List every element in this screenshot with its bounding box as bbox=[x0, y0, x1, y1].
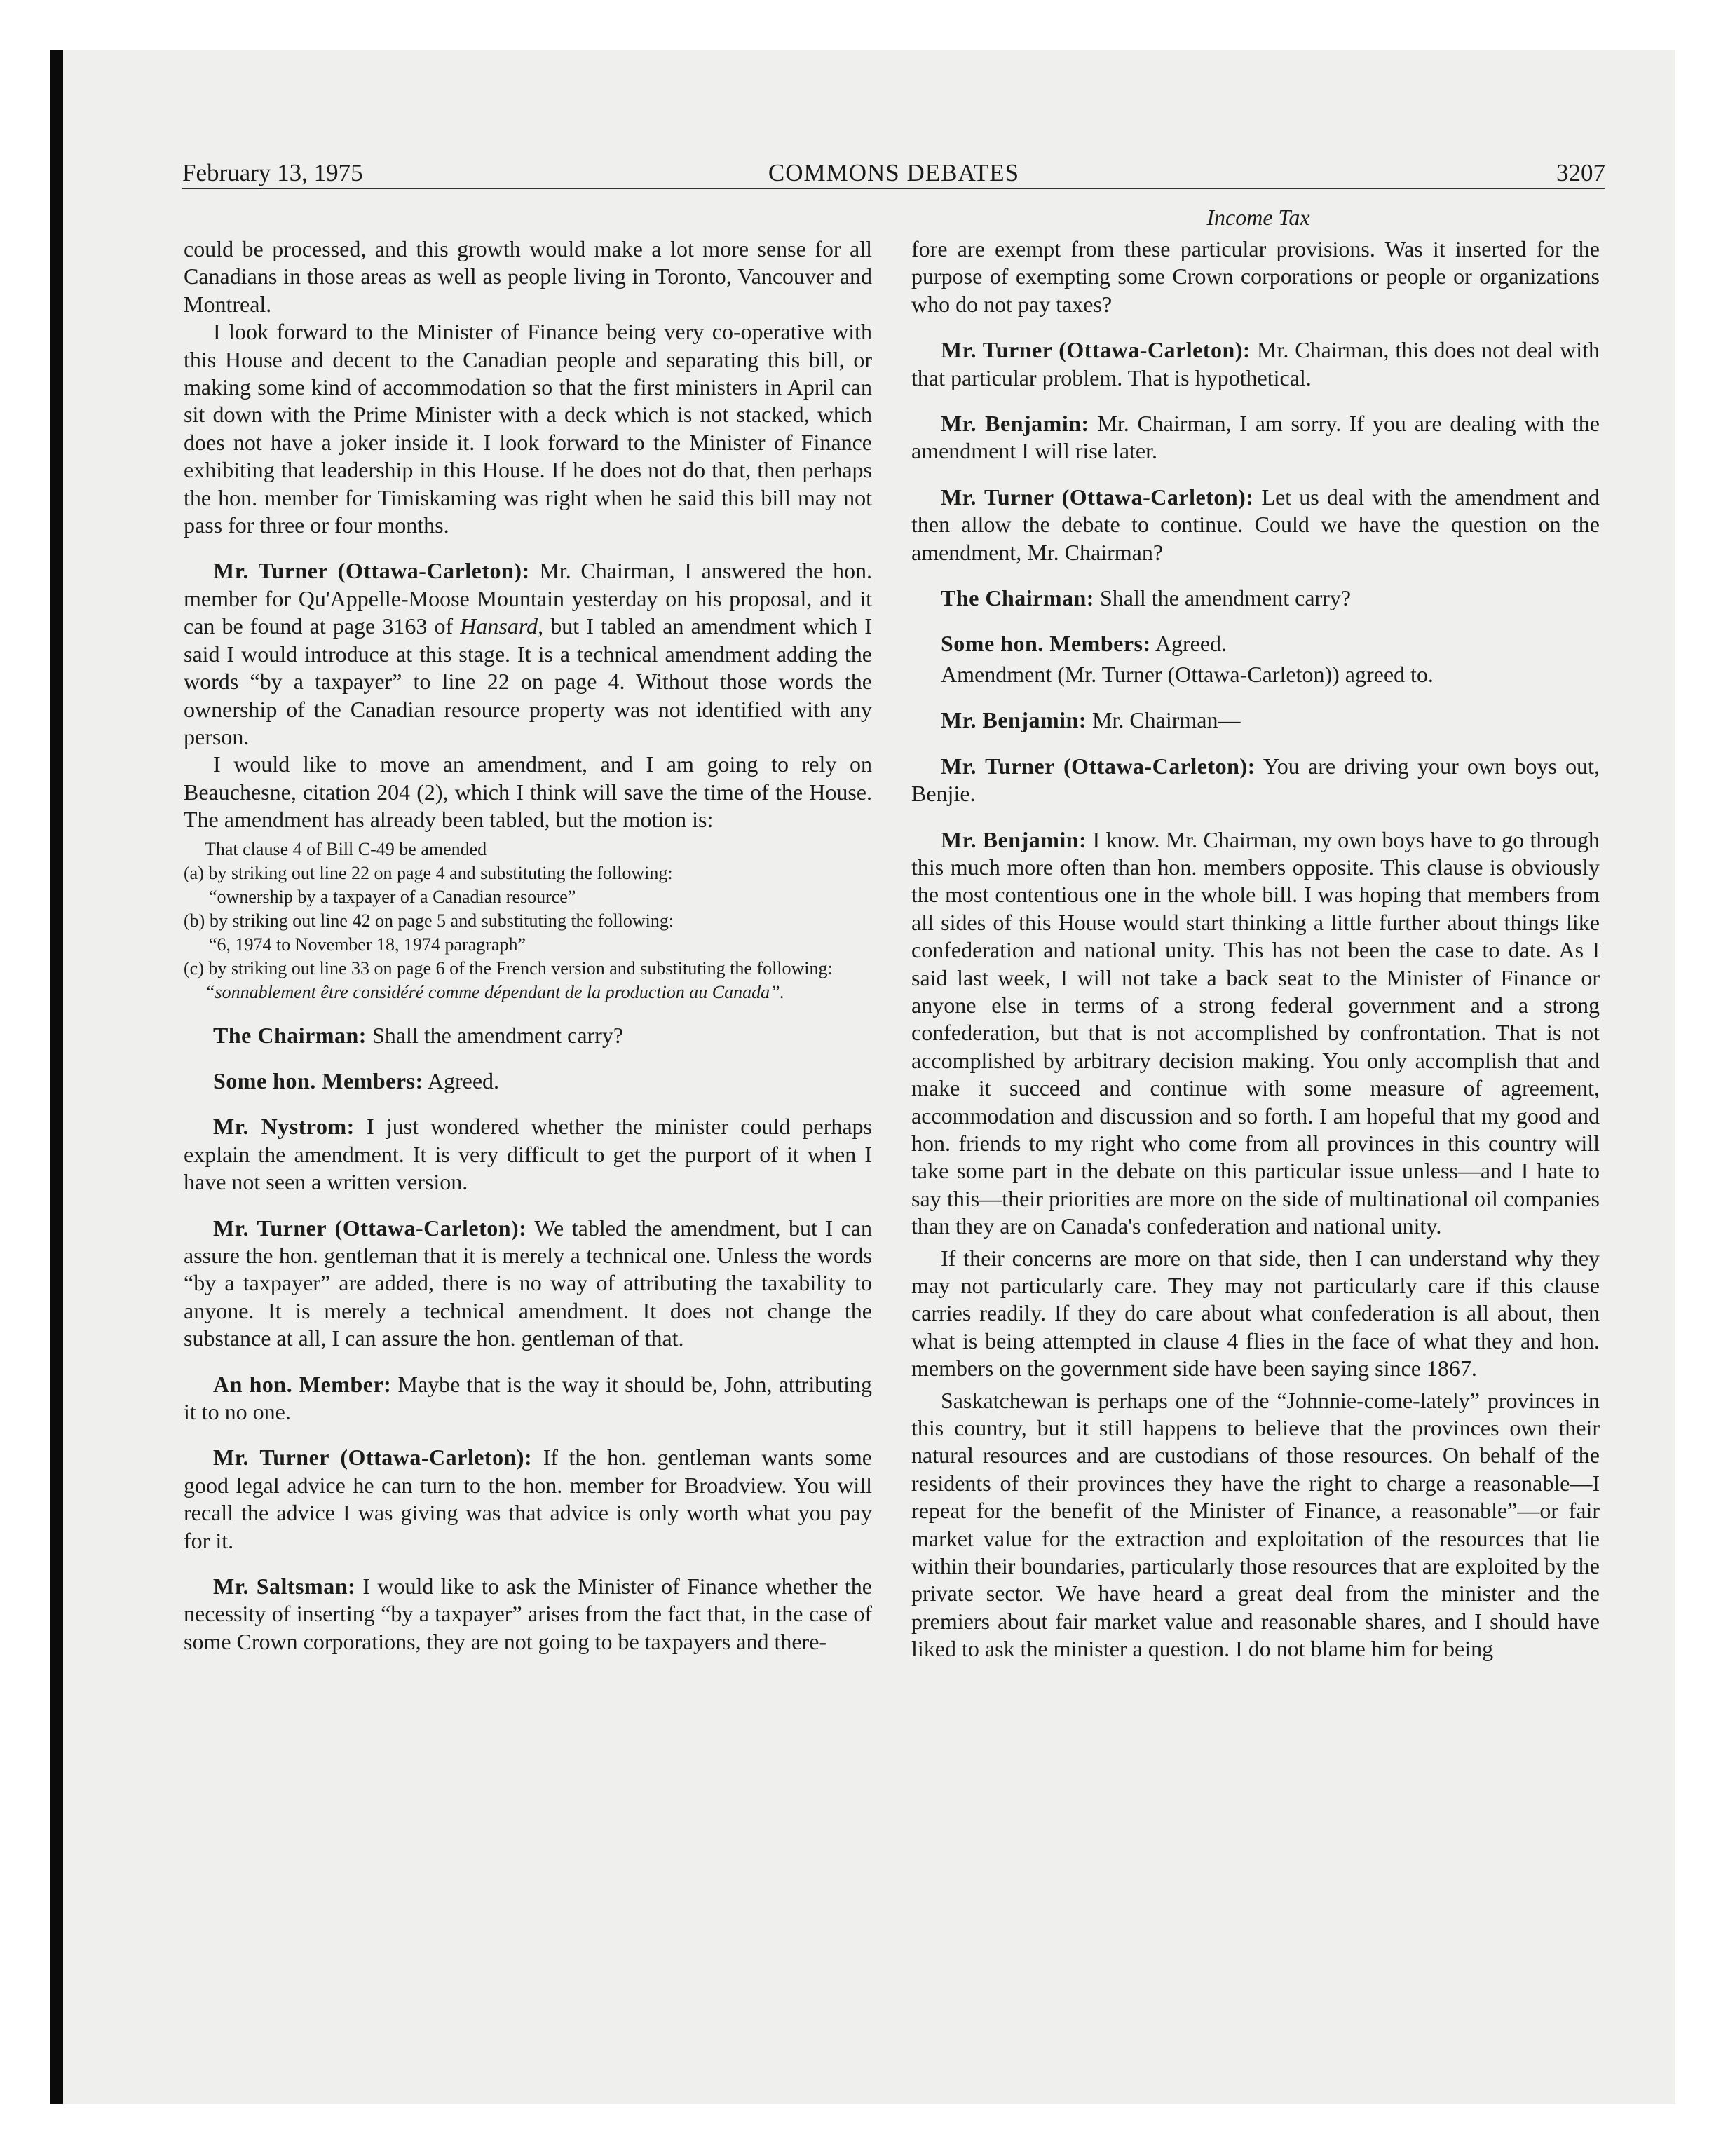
speech-members bbox=[911, 630, 1600, 657]
header-page-number: 3207 bbox=[1556, 159, 1605, 186]
speech-text-italic: Hansard bbox=[460, 613, 538, 639]
speech-text: Mr. Chairman, this does not deal with that particular problem. That is hypothetical. bbox=[911, 337, 1600, 390]
motion-item-c: (c) by striking out line 33 on page 6 of the French version and substituting the following: bbox=[184, 957, 833, 978]
speaker-name: Mr. Turner (Ottawa-Carleton): bbox=[213, 1445, 533, 1471]
motion-quote-b: “6, 1974 to November 18, 1974 paragraph” bbox=[209, 934, 526, 955]
speech-hon-member bbox=[184, 1371, 872, 1426]
motion-item-a: (a) by striking out line 22 on page 4 and substituting the following: bbox=[184, 862, 673, 883]
speech-text: Mr. Chairman— bbox=[1086, 707, 1241, 733]
speaker-name: An hon. Member: bbox=[213, 1371, 392, 1397]
speaker-name: Mr. Benjamin: bbox=[941, 707, 1087, 733]
speech-text: , but I tabled an amendment which I said I would introduce at this stage. It is a technical amendment adding the words “by a taxpayer” to line 22 on page 4. Without those words the ownership of the Canadian resource property was not identified with any person. bbox=[184, 613, 873, 749]
paragraph: fore are exempt from these particular provisions. Was it inserted for the purpose of exempting some Crown corporations or people or organizations who do not pay taxes? bbox=[911, 236, 1600, 317]
speech-turner bbox=[911, 484, 1600, 566]
speaker-name: Mr. Turner (Ottawa-Carleton): bbox=[941, 337, 1251, 363]
right-column bbox=[911, 236, 1600, 1663]
speaker-name: Mr. Turner (Ottawa-Carleton): bbox=[941, 753, 1256, 779]
speaker-name: Mr. Turner (Ottawa-Carleton): bbox=[213, 1215, 527, 1241]
speech-text: I just wondered whether the minister could perhaps explain the amendment. It is very difficult to get the purport of it when I have not seen a written version. bbox=[184, 1114, 873, 1195]
speaker-name: The Chairman: bbox=[941, 585, 1094, 611]
speech-turner bbox=[184, 557, 872, 751]
speech-chairman bbox=[184, 1022, 872, 1049]
header-date: February 13, 1975 bbox=[182, 159, 363, 186]
speech-text: Let us deal with the amendment and then allow the debate to continue. Could we have the question on the amendment, Mr. Chairman? bbox=[911, 484, 1600, 565]
speaker-name: Mr. Turner (Ottawa-Carleton): bbox=[213, 558, 530, 584]
speech-text: Mr. Chairman, I answered the hon. member for Qu'Appelle-Moose Mountain yesterday on his proposal, and it can be found at page 3163 of bbox=[184, 558, 873, 639]
speech-text: You are driving your own boys out, Benjie. bbox=[911, 753, 1600, 807]
speech-turner bbox=[184, 1215, 872, 1353]
motion-quote-c: “sonnablement être considéré comme dépendant de la production au Canada”. bbox=[205, 981, 785, 1002]
header-rule bbox=[182, 188, 1605, 189]
speech-text: Shall the amendment carry? bbox=[1094, 585, 1352, 611]
running-head: Income Tax bbox=[1206, 205, 1310, 230]
paragraph: could be processed, and this growth would make a lot more sense for all Canadians in those areas as well as people living in Toronto, Vancouver and Montreal. bbox=[184, 236, 872, 317]
header-journal-title: COMMONS DEBATES bbox=[768, 159, 1020, 186]
speech-turner bbox=[911, 753, 1600, 808]
speech-text: I know. Mr. Chairman, my own boys have to go through this much more often than hon. members opposite. This clause is obviously the most contentious one in the whole bill. I was hoping that members from all sides of this House would start thinking a little further about things like confederation and national unity. This has not been the case to date. As I said last week, I will not take a back seat to the Minister of Finance or anyone else in terms of a strong federal government and a strong confederation, but that is not accomplished by confrontation. That is not accomplished by arbitrary decision making. You only accomplish that and make it succeed and continue with some measure of agreement, accommodation and discussion and so forth. I am hopeful that my good and hon. friends to my right who come from all provinces in this country will take some part in the debate on this particular issue unless—and I hate to say this—their priorities are more on the side of multinational oil companies than they are on Canada's confederation and national unity. bbox=[911, 826, 1600, 1239]
speech-text: Mr. Chairman, I am sorry. If you are dealing with the amendment I will rise later. bbox=[911, 411, 1600, 464]
amendment-agreed-note: Amendment (Mr. Turner (Ottawa-Carleton)) agreed to. bbox=[941, 661, 1434, 687]
speaker-name: Some hon. Members: bbox=[941, 631, 1151, 657]
speech-text: Shall the amendment carry? bbox=[366, 1022, 624, 1048]
speech-text: If the hon. gentleman wants some good legal advice he can turn to the hon. member for Broadview. You will recall the advice I was giving was that advice is only worth what you pay for it. bbox=[184, 1445, 873, 1553]
speech-text: Maybe that is the way it should be, John, attributing it to no one. bbox=[184, 1371, 873, 1424]
speaker-name: Mr. Saltsman: bbox=[213, 1574, 356, 1599]
speech-text: Agreed. bbox=[1150, 631, 1227, 657]
speech-members bbox=[184, 1067, 872, 1095]
speaker-name: The Chairman: bbox=[213, 1022, 367, 1048]
motion-item-b: (b) by striking out line 42 on page 5 and substituting the following: bbox=[184, 910, 674, 931]
paragraph: If their concerns are more on that side, then I can understand why they may not particularly care. They may not particularly care if this clause carries readily. If they do care about what confederation is all about, then what is being attempted in clause 4 flies in the face of what they and hon. members on the government side have been saying since 1867. bbox=[911, 1245, 1600, 1381]
speaker-name: Some hon. Members: bbox=[213, 1067, 423, 1093]
speaker-name: Mr. Benjamin: bbox=[941, 411, 1089, 437]
page-header bbox=[182, 156, 1605, 191]
speech-saltsman bbox=[184, 1573, 872, 1656]
speech-turner bbox=[911, 336, 1600, 392]
speech-benjamin bbox=[911, 826, 1600, 1241]
speech-benjamin bbox=[911, 410, 1600, 465]
speaker-name: Mr. Nystrom: bbox=[213, 1114, 355, 1140]
speech-turner bbox=[184, 1444, 872, 1555]
motion-text bbox=[184, 838, 872, 1004]
speech-benjamin bbox=[911, 707, 1600, 734]
speaker-name: Mr. Benjamin: bbox=[941, 826, 1087, 852]
scan-edge bbox=[50, 50, 63, 2104]
paragraph: Saskatchewan is perhaps one of the “Johnnie-come-lately” provinces in this country, but it still happens to believe that the provinces own their natural resources and are custodians of those resources. On behalf of the residents of their provinces they have the right to charge a reasonable—I repeat for the benefit of the Minister of Finance, a reasonable”—or fair market value for the extraction and exploitation of the resources that lie within their boundaries, particularly those resources that are exploited by the private sector. We have heard a great deal from the minister and the premiers about fair market value and reasonable shares, and I should have liked to ask the minister a question. I do not blame him for being bbox=[911, 1387, 1600, 1662]
motion-intro: That clause 4 of Bill C-49 be amended bbox=[205, 838, 487, 859]
speech-text: Agreed. bbox=[423, 1067, 500, 1093]
paragraph: I would like to move an amendment, and I am going to rely on Beauchesne, citation 204 (2), which I think will save the time of the House. The amendment has already been tabled, but the motion is: bbox=[184, 751, 872, 833]
speech-text: We tabled the amendment, but I can assure the hon. gentleman that it is merely a technical one. Unless the words “by a taxpayer” are added, there is no way of attributing the taxability to anyone. It is merely a technical amendment. It does not change the substance at all, I can assure the hon. gentleman of that. bbox=[184, 1215, 873, 1351]
speech-nystrom bbox=[184, 1113, 872, 1196]
motion-quote-a: “ownership by a taxpayer of a Canadian resource” bbox=[209, 886, 576, 907]
paragraph: I look forward to the Minister of Finance being very co-operative with this House and decent to the Canadian people and separating this bill, or making some kind of accommodation so that the first ministers in April can sit down with the Prime Minister with a deck which is not stacked, which does not have a joker inside it. I look forward to the Minister of Finance exhibiting that leadership in this House. If he does not do that, then perhaps the hon. member for Timiskaming was right when he said this bill may not pass for three or four months. bbox=[184, 319, 872, 538]
speech-chairman bbox=[911, 585, 1600, 612]
speech-text: I would like to ask the Minister of Finance whether the necessity of inserting “by a taxpayer” arises from the fact that, in the case of some Crown corporations, they are not going to be taxpayers and there- bbox=[184, 1574, 873, 1654]
left-column bbox=[184, 236, 872, 1656]
speaker-name: Mr. Turner (Ottawa-Carleton): bbox=[941, 484, 1254, 510]
